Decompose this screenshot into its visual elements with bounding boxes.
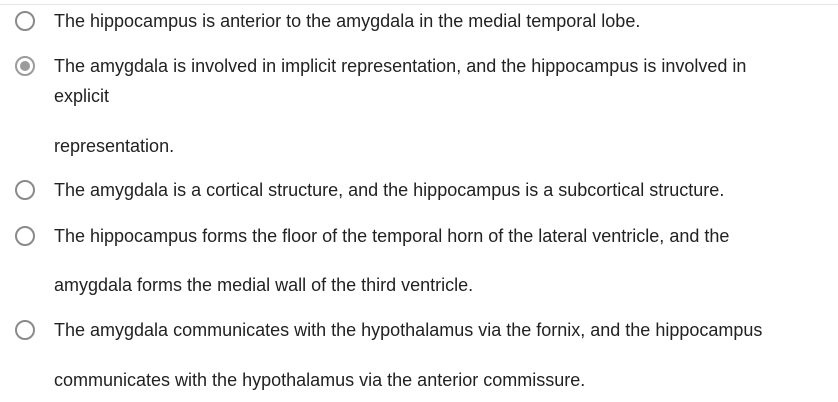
option-3-text-line-1: The amygdala is a cortical structure, and the hippocampus is a subcortical structure. <box>54 180 725 200</box>
option-1-text-line-1: The hippocampus is anterior to the amygdala in the medial temporal lobe. <box>54 11 641 31</box>
radio-button-5[interactable] <box>15 320 35 340</box>
answer-option-1[interactable] <box>0 8 838 34</box>
option-4-text-line-1: The hippocampus forms the floor of the temporal horn of the lateral ventricle, and the <box>54 226 730 246</box>
answer-option-2[interactable] <box>0 53 838 159</box>
radio-button-3[interactable] <box>15 180 35 200</box>
answer-option-4[interactable] <box>0 224 838 300</box>
option-5-text-line-2: communicates with the hypothalamus via the anterior commissure. <box>54 370 586 390</box>
answer-option-5[interactable] <box>0 319 838 395</box>
radio-button-2[interactable] <box>15 56 35 76</box>
top-divider <box>0 4 838 5</box>
option-5-text-line-1: The amygdala communicates with the hypothalamus via the fornix, and the hippocampus <box>54 320 763 340</box>
option-2-text-line-2: explicit <box>54 86 110 106</box>
radio-button-4[interactable] <box>15 226 35 246</box>
radio-button-1[interactable] <box>15 11 35 31</box>
answer-option-3[interactable] <box>0 178 838 204</box>
option-4-text-line-2: amygdala forms the medial wall of the third ventricle. <box>54 275 474 295</box>
option-2-text-line-3: representation. <box>54 136 175 156</box>
option-2-text-line-1: The amygdala is involved in implicit representation, and the hippocampus is involved in <box>54 56 747 76</box>
